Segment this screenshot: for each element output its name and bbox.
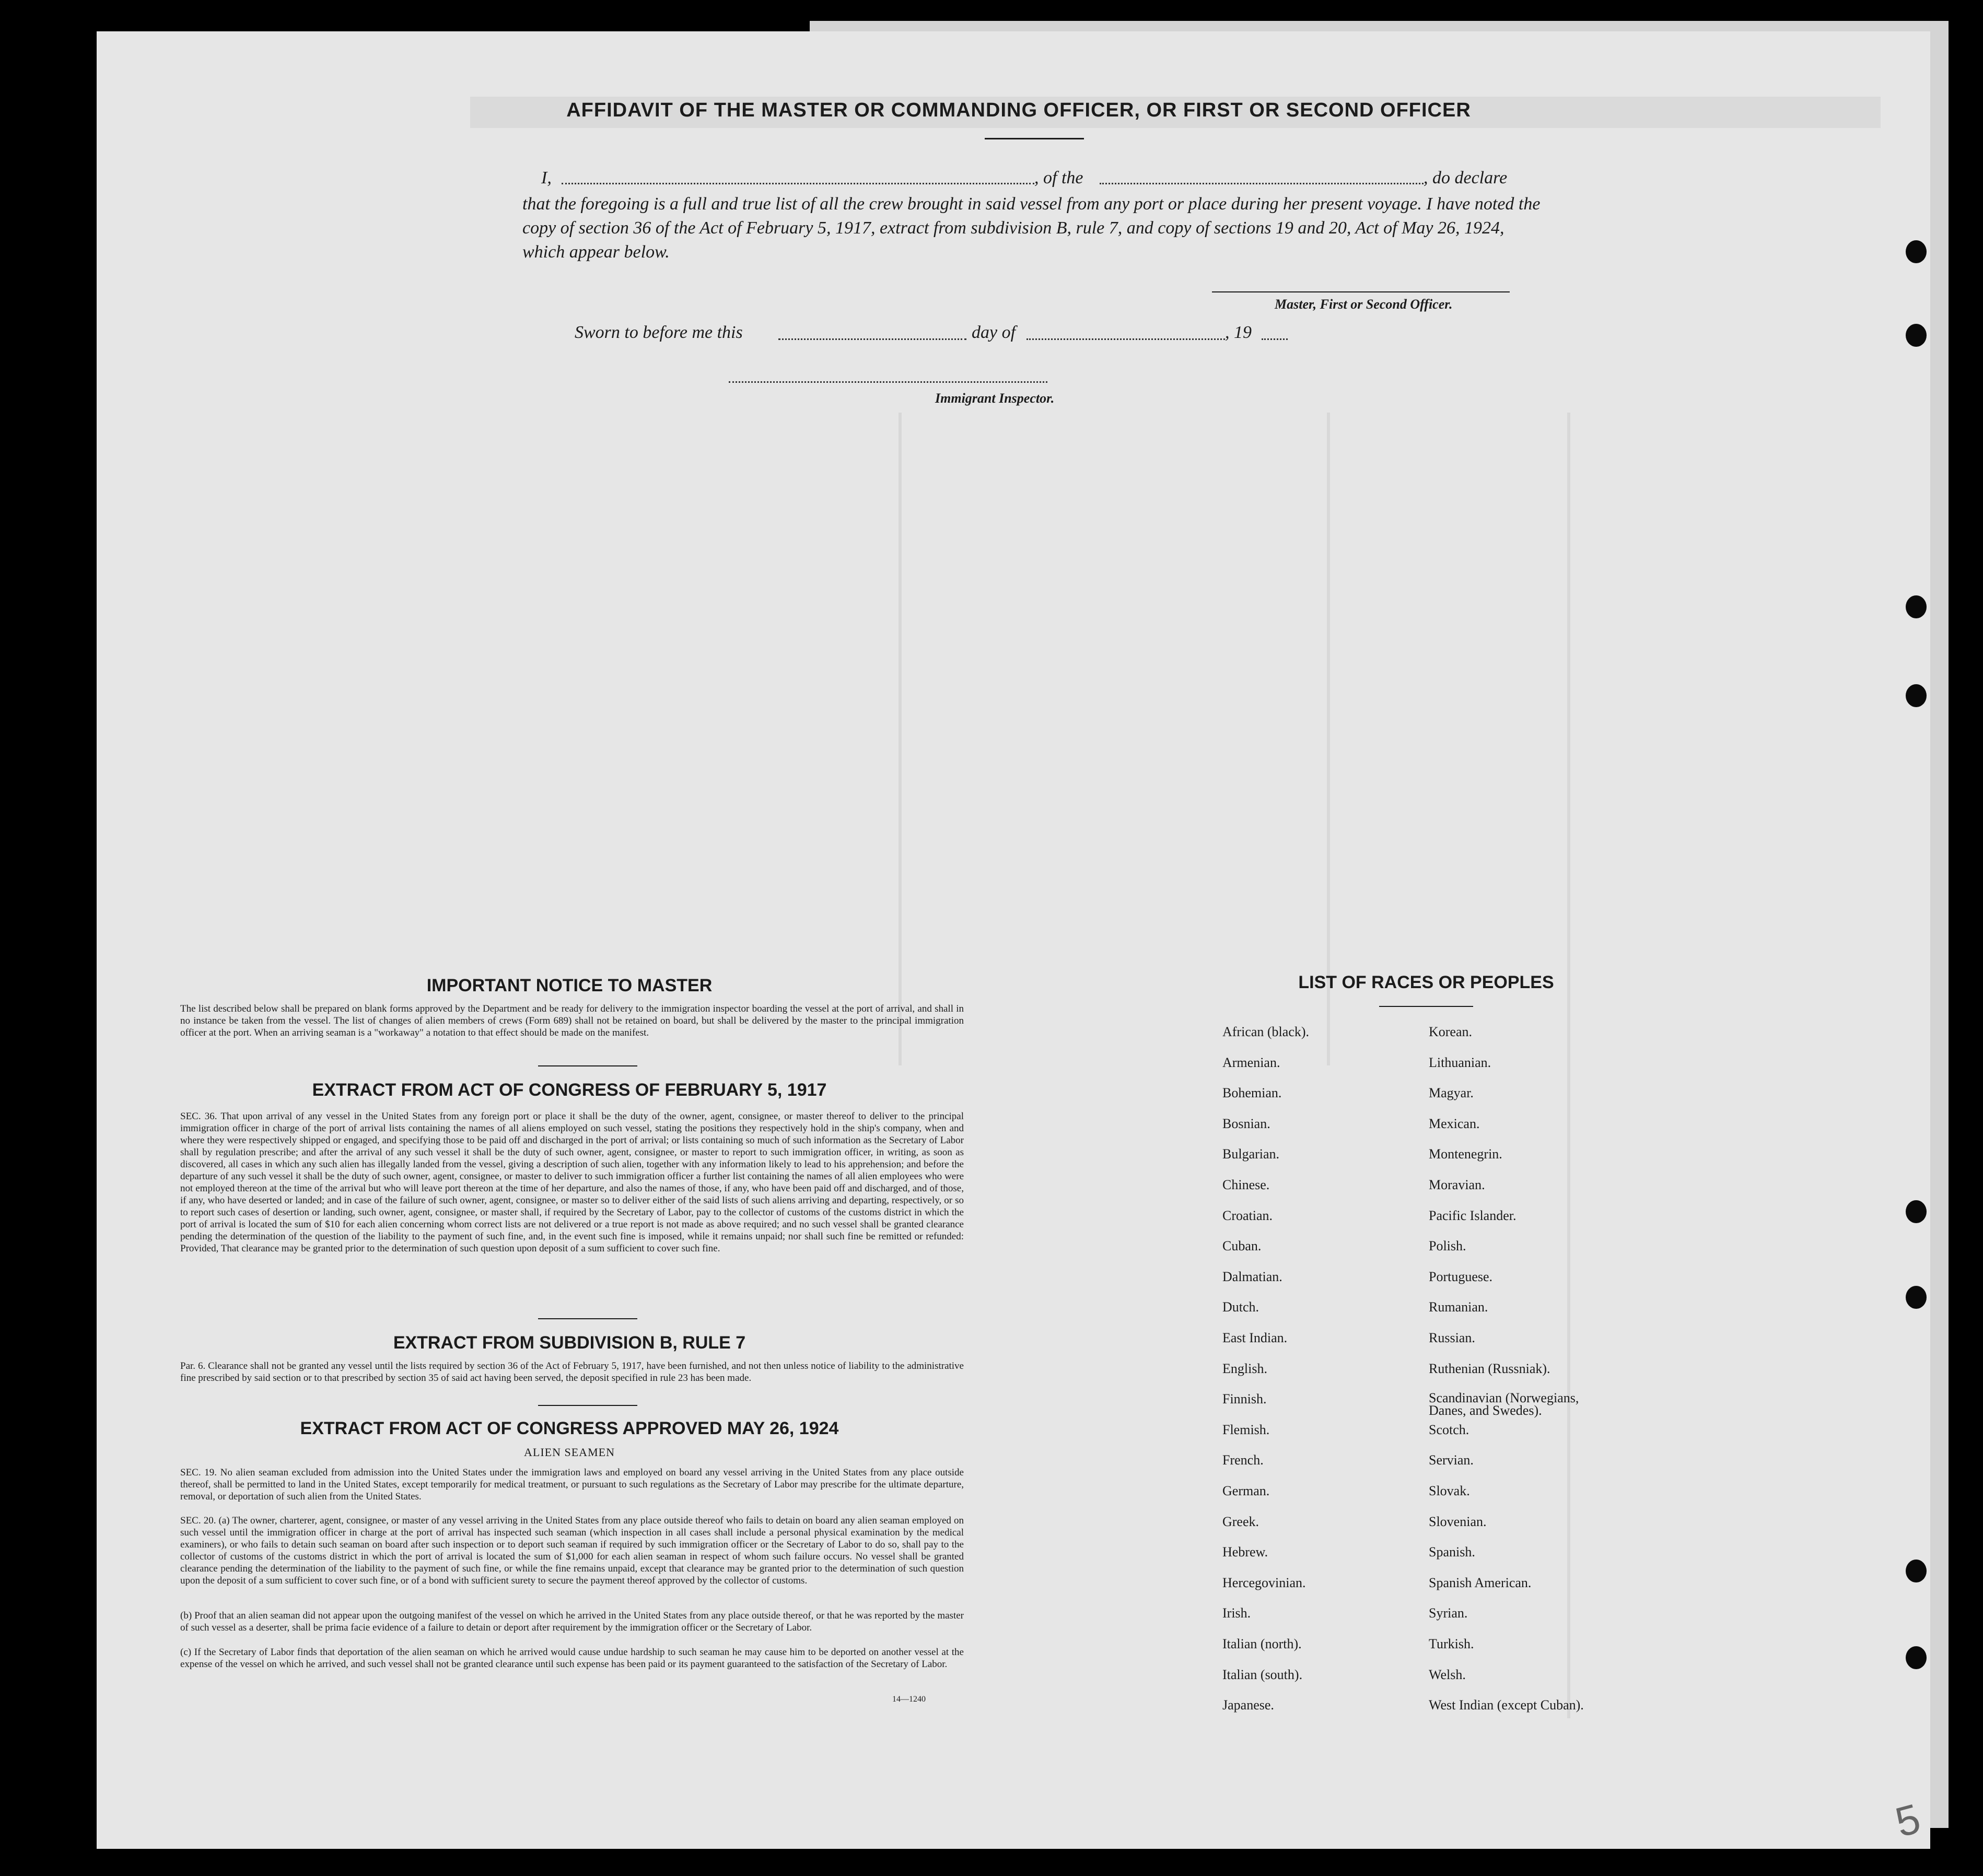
- alien-seamen-subtitle: ALIEN SEAMEN: [524, 1446, 615, 1459]
- race-item: Japanese.: [1222, 1697, 1274, 1713]
- race-item: East Indian.: [1222, 1330, 1288, 1345]
- race-item: Ruthenian (Russniak).: [1429, 1361, 1550, 1376]
- sec19-text: SEC. 19. No alien seaman excluded from admission into the United States under the immigration laws and employed on board any vessel arriving in the United States from any place outside thereof, shall be permitted to land in the United States, except temporarily for medical treatment, or pursuant to such regulations as the Secretary of Labor may prescribe for the ultimate departure, removal, or deportation of such alien from the United States.: [180, 1467, 964, 1502]
- race-item: Armenian.: [1222, 1054, 1280, 1070]
- affidavit-body: that the foregoing is a full and true list of all the crew brought in said vessel from any port or place during her present voyage. I have noted the copy of section 36 of the Act of February 5, 1917, extract from subdivision B, rule 7, and copy of sections 19 and 20, Act of May 26, 1924, which appear below.: [522, 194, 1541, 262]
- divider: [538, 1065, 637, 1066]
- race-item: Turkish.: [1429, 1636, 1474, 1651]
- sworn-month-blank[interactable]: [1027, 338, 1225, 340]
- extract-1924-title: EXTRACT FROM ACT OF CONGRESS APPROVED MAY 26, 1924: [300, 1418, 839, 1438]
- race-item: Hercegovinian.: [1222, 1575, 1306, 1590]
- extract-rule7-text: Par. 6. Clearance shall not be granted any vessel until the lists required by section 36 of the Act of February 5, 1917, have been furnished, and not then unless notice of liability to the administrative fine prescribed by said section or to that prescribed by section 35 of said act having been served, the deposit specified in rule 23 has been made.: [180, 1361, 964, 1383]
- race-item: Spanish.: [1429, 1544, 1475, 1560]
- race-item: Dutch.: [1222, 1299, 1259, 1315]
- race-item: Flemish.: [1222, 1422, 1270, 1437]
- bleed-through-column: [1327, 413, 1330, 1065]
- races-underline: [1379, 1006, 1473, 1007]
- affidavit-do-declare: , do declare: [1424, 168, 1508, 187]
- race-item: Korean.: [1429, 1024, 1473, 1039]
- race-item: Irish.: [1222, 1605, 1251, 1621]
- race-item: Welsh.: [1429, 1667, 1466, 1682]
- affidavit-i-label: I,: [541, 168, 552, 187]
- race-item: Pacific Islander.: [1429, 1207, 1517, 1223]
- sworn-year-blank[interactable]: [1262, 338, 1288, 340]
- race-item: Scotch.: [1429, 1422, 1469, 1437]
- notice-text: The list described below shall be prepared on blank forms approved by the Department and be ready for delivery to the immigration inspector boarding the vessel at the port of arrival, and shall in no instance be taken from the vessel. The list of changes of alien members of crews (Form 689) shall not be retained on board, but shall be delivered by the master to the principal immigration officer at the port. When an arriving seaman is a "workaway" a notation to that effect should be made on the manifest.: [180, 1003, 964, 1038]
- race-item: Greek.: [1222, 1514, 1259, 1529]
- bleed-through-column: [899, 413, 902, 1065]
- affidavit-title: AFFIDAVIT OF THE MASTER OR COMMANDING OFFICER, OR FIRST OR SECOND OFFICER: [566, 99, 1471, 121]
- extract-rule7-title: EXTRACT FROM SUBDIVISION B, RULE 7: [393, 1333, 746, 1353]
- sworn-label: Sworn to before me this: [575, 323, 743, 342]
- notice-title: IMPORTANT NOTICE TO MASTER: [426, 976, 713, 995]
- signature-label: Master, First or Second Officer.: [1275, 297, 1453, 312]
- race-item: Servian.: [1429, 1452, 1474, 1468]
- divider: [538, 1405, 637, 1406]
- binder-hole: [1906, 595, 1927, 618]
- race-item: Magyar.: [1429, 1085, 1474, 1101]
- race-item: Montenegrin.: [1429, 1146, 1502, 1162]
- race-item: Portuguese.: [1429, 1269, 1493, 1284]
- bleed-through-column: [1567, 413, 1570, 1718]
- binder-hole: [1906, 1200, 1927, 1223]
- race-item: Hebrew.: [1222, 1544, 1268, 1560]
- race-item: Spanish American.: [1429, 1575, 1532, 1590]
- race-item: French.: [1222, 1452, 1264, 1468]
- binder-hole: [1906, 1286, 1927, 1309]
- race-item: Syrian.: [1429, 1605, 1468, 1621]
- race-item: Italian (south).: [1222, 1667, 1303, 1682]
- race-item: Rumanian.: [1429, 1299, 1488, 1315]
- binder-hole: [1906, 1560, 1927, 1582]
- binder-hole: [1906, 324, 1927, 347]
- year-label: , 19: [1225, 323, 1252, 342]
- race-item: Cuban.: [1222, 1238, 1262, 1254]
- signature-line[interactable]: [1212, 291, 1510, 292]
- race-item: Chinese.: [1222, 1177, 1270, 1192]
- title-underline: [985, 138, 1084, 139]
- race-item: Scandinavian (Norwegians, Danes, and Swedes).: [1429, 1390, 1579, 1418]
- race-item: Slovak.: [1429, 1483, 1470, 1498]
- binder-hole: [1906, 240, 1927, 263]
- race-item: Croatian.: [1222, 1207, 1273, 1223]
- race-item: Bulgarian.: [1222, 1146, 1280, 1162]
- sworn-day-blank[interactable]: [778, 338, 966, 340]
- sec20c-text: (c) If the Secretary of Labor finds that deportation of the alien seaman on which he arrived would cause undue hardship to such seaman he may cause him to be deported on another vessel at the expense of the vessel on which he arrived, and such vessel shall not be granted clearance until such expense has been paid or its payment guaranteed to the satisfaction of the Secretary of Labor.: [180, 1647, 964, 1670]
- race-item: Polish.: [1429, 1238, 1466, 1254]
- extract-1917-title: EXTRACT FROM ACT OF CONGRESS OF FEBRUARY 5, 1917: [312, 1080, 827, 1100]
- day-of-label: day of: [972, 323, 1016, 342]
- race-item: Bosnian.: [1222, 1116, 1270, 1131]
- race-item: Dalmatian.: [1222, 1269, 1282, 1284]
- sec20b-text: (b) Proof that an alien seaman did not appear upon the outgoing manifest of the vessel on which he arrived in the United States from any place outside thereof, or that he was reported by the master of such vessel as a deserter, shall be prima facie evidence of a failure to detain or deport after requirement by the immigration officer or the Secretary of Labor.: [180, 1610, 964, 1633]
- race-item: Lithuanian.: [1429, 1054, 1491, 1070]
- race-item: Finnish.: [1222, 1391, 1267, 1407]
- vessel-blank[interactable]: [1100, 183, 1424, 184]
- binder-hole: [1906, 1646, 1927, 1669]
- affidavit-of-the: , of the: [1034, 168, 1083, 187]
- binder-hole: [1906, 684, 1927, 707]
- race-item: African (black).: [1222, 1024, 1310, 1039]
- extract-1917-text: SEC. 36. That upon arrival of any vessel in the United States from any foreign port or place it shall be the duty of the owner, agent, consignee, or master thereof to deliver to the principal immigration officer in charge of the port of arrival lists containing the names of all aliens employed on such vessel, stating the positions they respectively hold in the ship's company, when and where they were respectively shipped or engaged, and specifying those to be paid off and discharged in the port of arrival; or lists containing so much of such information as the Secretary of Labor shall by regulation prescribe; and after the arrival of any such vessel it shall be the duty of such owner, agent, consignee, or master to report to such immigration officer, in writing, as soon as discovered, all cases in which any such alien has illegally landed from the vessel, giving a description of such alien, together with any information likely to lead to his apprehension; and before the departure of any such vessel it shall be the duty of such owner, agent, consignee, or master to deliver to such immigration officer a further list containing the names of all alien employees who were not employed thereon at the time of the arrival but who will leave port thereon at the time of her departure, and also the names of those, if any, who have been paid off and discharged, and of those, if any, who have deserted or landed; and in case of the failure of such owner, agent, consignee, or master so to deliver either of the said lists of such aliens arriving and departing, respectively, or so to report such cases of desertion or landing, such owner, agent, consignee, or master shall, if required by the Secretary of Labor, pay to the collector of customs of the customs district in which the port of arrival is located the sum of $10 for each alien concerning whom correct lists are not delivered or a true report is not made as above required; and no such vessel shall be granted clearance pending the determination of the question of the liability to the payment of such fine, and, in the event such fine is imposed, while it remains unpaid; nor shall such fine be remitted or refunded: Provided, That clearance may be granted prior to the determination of such question upon deposit of a sum sufficient to cover such fine.: [180, 1111, 964, 1254]
- inspector-signature-blank[interactable]: [729, 381, 1047, 383]
- race-item: English.: [1222, 1361, 1267, 1376]
- race-item: Bohemian.: [1222, 1085, 1282, 1101]
- race-item: Moravian.: [1429, 1177, 1485, 1192]
- sec20a-text: SEC. 20. (a) The owner, charterer, agent, consignee, or master of any vessel arriving in the United States from any place outside thereof who fails to detain on board any alien seaman employed on such vessel until the immigration officer in charge at the port of arrival has inspected such seaman (which inspection in all cases shall include a personal physical examination by the medical examiners), or who fails to detain such seaman on board after such inspection or to deport such seaman if required by such immigration officer or the Secretary of Labor to do so, shall pay to the collector of customs of the customs district in which the port of arrival is located the sum of $1,000 for each alien seaman in respect of whom such failure occurs. No vessel shall be granted clearance pending the determination of the liability to the payment of such fine, or while the fine remains unpaid, except that clearance may be granted prior to the determination of such question upon the deposit of a sum sufficient to cover such fine, or of a bond with sufficient surety to secure the payment thereof approved by the collector of customs.: [180, 1515, 964, 1586]
- race-item: Mexican.: [1429, 1116, 1480, 1131]
- form-number: 14—1240: [892, 1695, 926, 1704]
- margin-mark: 5: [1891, 1795, 1926, 1846]
- divider: [538, 1318, 637, 1319]
- name-blank[interactable]: [562, 183, 1034, 184]
- race-item: Russian.: [1429, 1330, 1475, 1345]
- race-item: German.: [1222, 1483, 1270, 1498]
- race-item: Slovenian.: [1429, 1514, 1487, 1529]
- race-item: West Indian (except Cuban).: [1429, 1697, 1584, 1713]
- race-item: Italian (north).: [1222, 1636, 1302, 1651]
- inspector-label: Immigrant Inspector.: [935, 391, 1055, 406]
- races-title: LIST OF RACES OR PEOPLES: [1298, 972, 1554, 992]
